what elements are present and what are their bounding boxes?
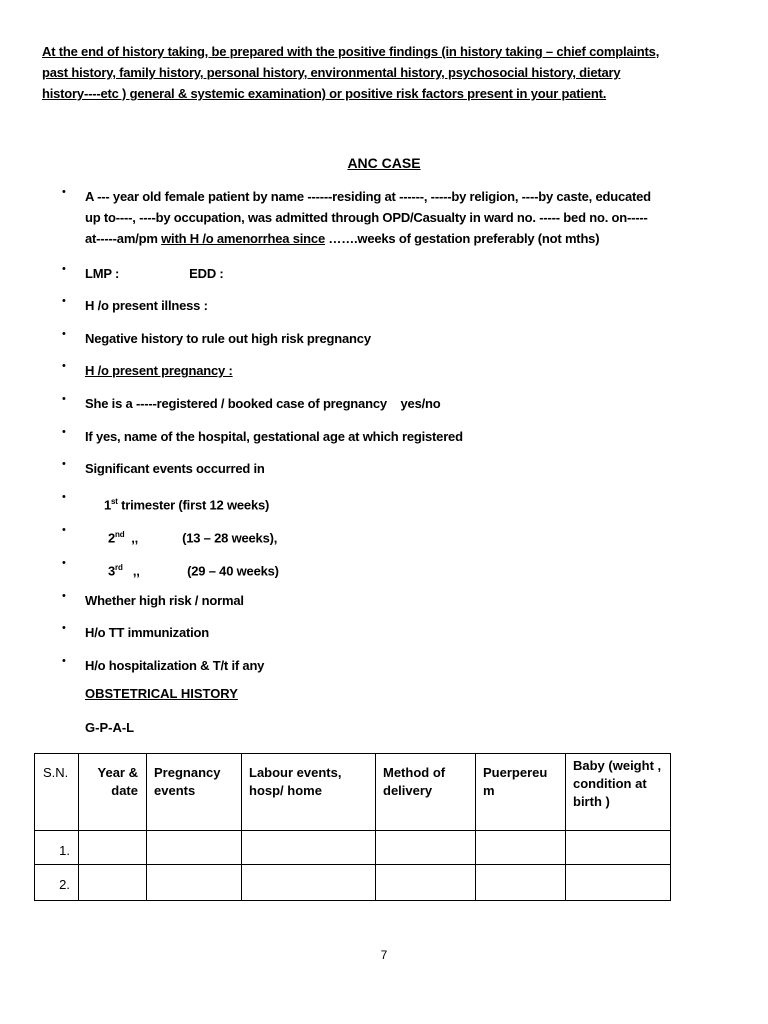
bullet-icon: •	[62, 557, 66, 569]
table-cell[interactable]	[476, 865, 566, 901]
bullet-icon: •	[62, 393, 66, 405]
text-line	[85, 228, 675, 249]
text-segment: 1	[104, 497, 112, 513]
text-segment: 3	[108, 563, 116, 579]
patient-intro-text	[85, 186, 675, 249]
text-line: A --- year old female patient by name ------residing at ------, -----by religion, ----by caste, educated	[85, 189, 651, 204]
column-header-baby: Baby (weight , condition at birth )	[566, 754, 671, 831]
table-cell[interactable]	[566, 831, 671, 865]
gpal-label: G-P-A-L	[85, 720, 135, 735]
bullet-icon: •	[62, 622, 66, 634]
column-header-pregnancy-events: Pregnancy events	[147, 754, 242, 831]
obstetrical-history-table	[34, 753, 671, 901]
bullet-icon: •	[62, 186, 66, 198]
negative-history-label: Negative history to rule out high risk pregnancy	[85, 331, 371, 346]
row-number: 1.	[35, 831, 79, 865]
text-segment: 2	[108, 530, 116, 546]
text-segment: at-----am/pm	[85, 231, 162, 246]
row-number: 2.	[35, 865, 79, 901]
column-header-method-of-delivery: Method of delivery	[376, 754, 476, 831]
page-title: ANC CASE	[347, 155, 421, 171]
obstetrical-history-heading: OBSTETRICAL HISTORY	[85, 686, 238, 701]
column-header-year-date	[79, 754, 147, 831]
bullet-icon: •	[62, 263, 66, 275]
column-header-sn: S.N.	[35, 754, 79, 831]
table-cell[interactable]	[376, 831, 476, 865]
superscript: nd	[115, 530, 125, 539]
intro-line: At the end of history taking, be prepared with the positive findings (in history taking – chief complaints,	[42, 44, 660, 59]
table-row	[35, 865, 671, 901]
table-cell[interactable]	[79, 865, 147, 901]
table-cell[interactable]	[242, 865, 376, 901]
text-segment: (13 – 28 weeks),	[182, 530, 278, 546]
bullet-icon: •	[62, 426, 66, 438]
underlined-segment: with H /o amenorrhea since	[161, 231, 325, 246]
bullet-icon: •	[62, 458, 66, 470]
table-cell[interactable]	[147, 831, 242, 865]
present-illness-label: H /o present illness :	[85, 298, 208, 313]
bullet-icon: •	[62, 590, 66, 602]
table-cell[interactable]	[476, 831, 566, 865]
intro-line: history----etc ) general & systemic examination) or positive risk factors present in your patient.	[42, 86, 607, 101]
registered-label: She is a -----registered / booked case of pregnancy yes/no	[85, 396, 441, 411]
column-header-puerperium: Puerpereu m	[476, 754, 566, 831]
high-risk-label: Whether high risk / normal	[85, 593, 244, 608]
table-cell[interactable]	[376, 865, 476, 901]
edd-label: EDD :	[189, 266, 224, 281]
ditto-mark: ,,	[124, 530, 139, 546]
intro-note	[42, 41, 682, 104]
table-cell[interactable]	[147, 865, 242, 901]
bullet-icon: •	[62, 655, 66, 667]
table-cell[interactable]	[242, 831, 376, 865]
text-segment: trimester (first 12 weeks)	[117, 497, 270, 513]
hospital-label: If yes, name of the hospital, gestational age at which registered	[85, 429, 463, 444]
intro-line: past history, family history, personal history, environmental history, psychosocial history, dietary	[42, 65, 621, 80]
hospitalization-label: H/o hospitalization & T/t if any	[85, 658, 265, 673]
header-text: date	[111, 783, 138, 798]
superscript: st	[111, 497, 118, 506]
table-row	[35, 831, 671, 865]
bullet-icon: •	[62, 328, 66, 340]
table-cell[interactable]	[566, 865, 671, 901]
page-number: 7	[380, 948, 388, 962]
table-cell[interactable]	[79, 831, 147, 865]
tt-immunization-label: H/o TT immunization	[85, 625, 210, 640]
bullet-icon: •	[62, 295, 66, 307]
bullet-icon: •	[62, 524, 66, 536]
ditto-mark: ,,	[122, 563, 140, 579]
second-trimester-line	[108, 524, 698, 548]
first-trimester-line	[104, 491, 694, 515]
present-pregnancy-label: H /o present pregnancy :	[85, 363, 233, 378]
text-segment: (29 – 40 weeks)	[183, 563, 279, 579]
table-header-row	[35, 754, 671, 831]
column-header-labour-events: Labour events, hosp/ home	[242, 754, 376, 831]
third-trimester-line	[108, 557, 698, 581]
superscript: rd	[115, 563, 123, 572]
lmp-edd-line	[85, 263, 675, 284]
text-segment: …….weeks of gestation preferably (not mths)	[324, 231, 600, 246]
lmp-label: LMP :	[85, 266, 120, 281]
header-text: Year &	[97, 765, 138, 780]
significant-events-label: Significant events occurred in	[85, 461, 265, 476]
text-line: up to----, ----by occupation, was admitted through OPD/Casualty in ward no. ----- bed no. on-----	[85, 210, 648, 225]
bullet-icon: •	[62, 491, 66, 503]
bullet-icon: •	[62, 360, 66, 372]
